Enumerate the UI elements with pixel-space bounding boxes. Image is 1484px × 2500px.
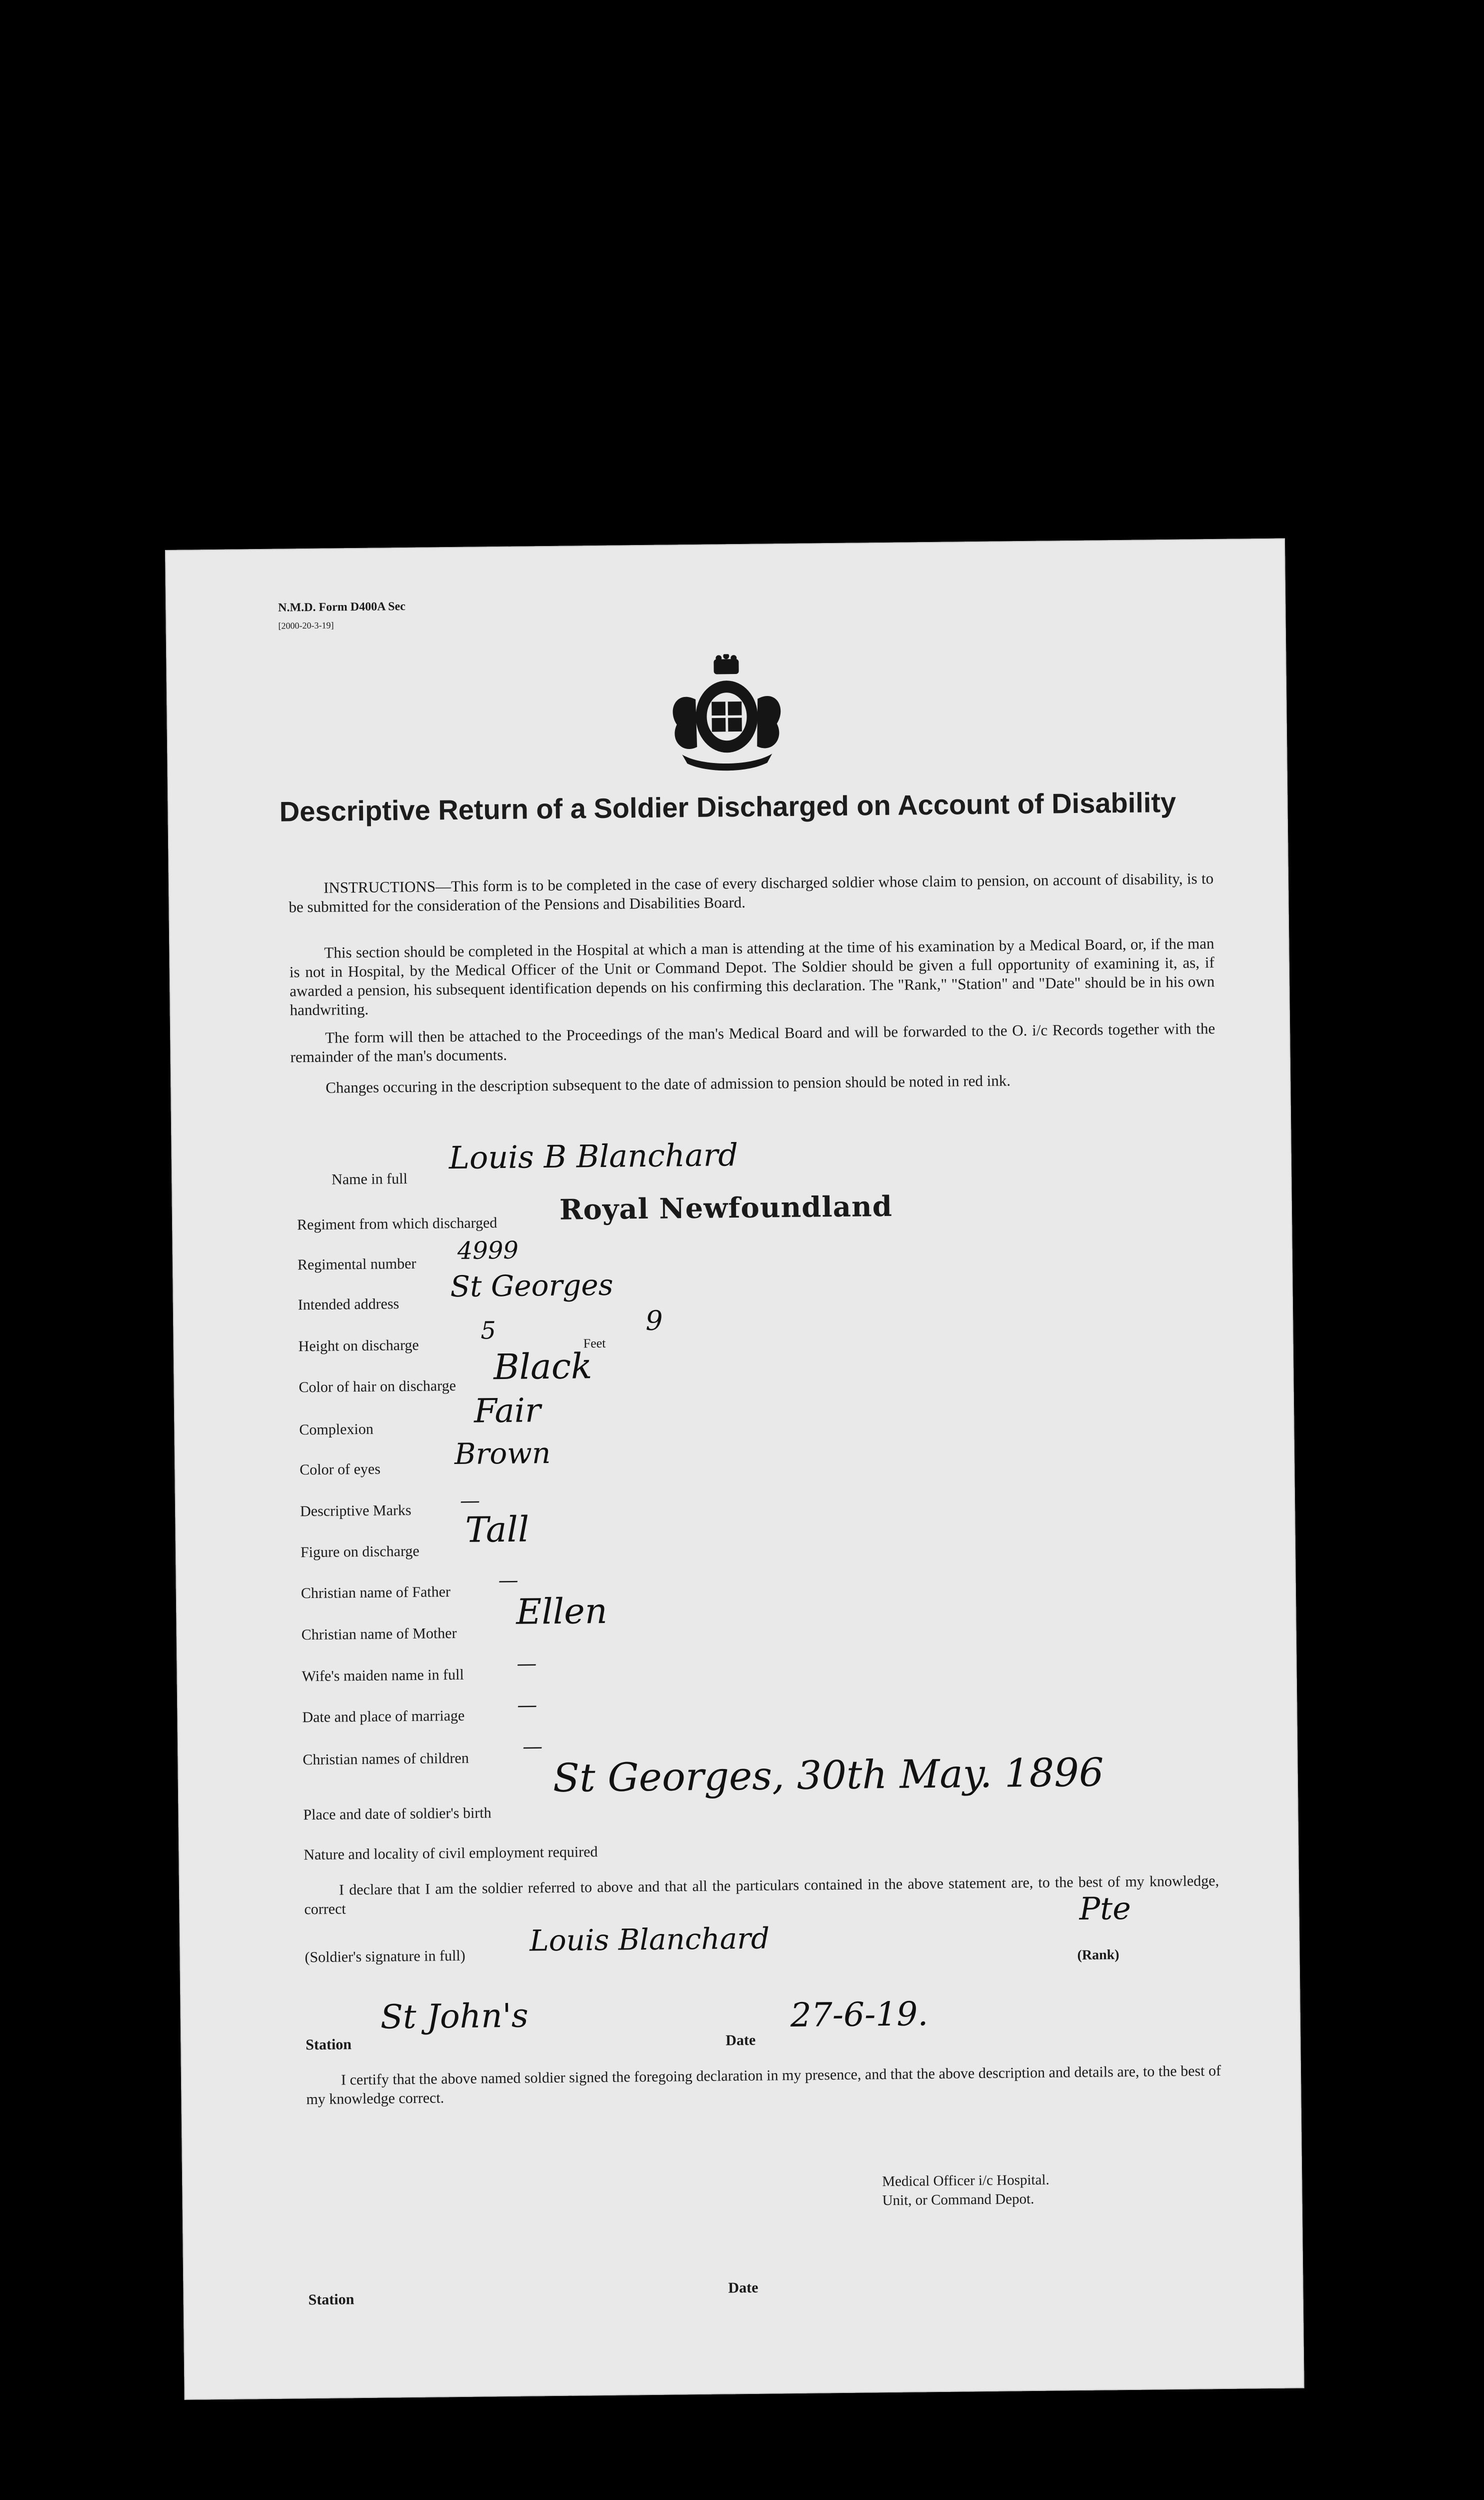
medical-officer-line1: Medical Officer i/c Hospital. [882, 2172, 1050, 2190]
regimental-number-value: 4999 [457, 1236, 519, 1265]
medical-officer-line2: Unit, or Command Depot. [882, 2190, 1034, 2209]
form-title: Descriptive Return of a Soldier Discharged on Account of Disability [279, 786, 1176, 828]
complexion-label: Complexion [299, 1420, 374, 1438]
height-inches-value: 9 [645, 1304, 663, 1337]
complexion-value: Fair [474, 1391, 541, 1430]
completion-text: This section should be completed in the Hospital at which a man is attending at the time of his examination by a Medical Board, or, if the man is not in Hospital, by the Medical Officer of the Unit or Command Depot. The Soldier should be given a full opportunity of examining it, as, if awarded a pension, his subsequent identification depends on his confirming this declaration. The "Rank," "Station" and "Date" should be in his own handwriting. [289, 934, 1215, 1019]
children-value: — [522, 1735, 543, 1758]
instructions-lead: INSTRUCTIONS— [323, 878, 452, 896]
eyes-label: Color of eyes [300, 1460, 381, 1478]
hair-value: Black [493, 1346, 592, 1388]
birth-label: Place and date of soldier's birth [303, 1804, 492, 1824]
station-value: St John's [380, 1996, 529, 2036]
certificate-station-label: Station [308, 2291, 354, 2308]
regiment-value: Royal Newfoundland [559, 1190, 893, 1226]
mother-value: Ellen [516, 1590, 608, 1632]
changes-paragraph [290, 1069, 1216, 1098]
form-number-block [278, 598, 406, 635]
rank-label: (Rank) [1077, 1947, 1120, 1964]
certificate-text: I certify that the above named soldier signed the foregoing declaration in my presence, and that the above description and details are, to the best of my knowledge correct. [306, 2062, 1222, 2108]
soldier-signature: Louis Blanchard [529, 1921, 770, 1958]
name-value: Louis B Blanchard [448, 1136, 738, 1176]
children-label: Christian names of children [302, 1750, 469, 1768]
address-value: St Georges [450, 1268, 614, 1304]
attachment-paragraph [290, 1019, 1216, 1066]
father-value: — [498, 1568, 518, 1592]
completion-paragraph [289, 934, 1214, 1020]
regiment-label: Regiment from which discharged [296, 1214, 498, 1234]
marriage-label: Date and place of marriage [302, 1707, 465, 1726]
signature-label: (Soldier's signature in full) [304, 1947, 466, 1966]
certificate-date-label: Date [728, 2279, 758, 2296]
descriptive-marks-value: — [460, 1489, 480, 1512]
height-feet-value: 5 [480, 1316, 496, 1345]
form-number: N.M.D. Form D400A Sec [278, 600, 406, 614]
instructions-paragraph [288, 869, 1214, 916]
figure-label: Figure on discharge [300, 1542, 420, 1561]
birth-value: St Georges, 30th May. 1896 [552, 1750, 1104, 1802]
name-label: Name in full [332, 1170, 408, 1188]
changes-text: Changes occuring in the description subsequent to the date of admission to pension should be noted in red ink. [326, 1072, 1011, 1096]
civil-employment-label: Nature and locality of civil employment required [304, 1844, 598, 1864]
descriptive-marks-label: Descriptive Marks [300, 1502, 412, 1520]
rank-value: Pte [1079, 1890, 1132, 1927]
mother-label: Christian name of Mother [301, 1625, 457, 1644]
eyes-value: Brown [454, 1436, 551, 1472]
royal-crest-icon [656, 654, 797, 775]
instructions-text: This form is to be completed in the case of every discharged soldier whose claim to pension, on account of disability, is to be submitted for the consideration of the Pensions and Disabilities Board. [288, 870, 1214, 916]
date-label: Date [726, 2032, 756, 2049]
wife-value: — [516, 1652, 537, 1676]
feet-label: Feet [583, 1336, 606, 1351]
certificate-paragraph [306, 2062, 1222, 2109]
marriage-value: — [516, 1694, 538, 1717]
discharge-form-sheet [165, 538, 1304, 2400]
height-label: Height on discharge [298, 1336, 419, 1355]
regimental-number-label: Regimental number [297, 1255, 416, 1274]
figure-value: Tall [465, 1508, 530, 1550]
address-label: Intended address [298, 1296, 400, 1314]
declaration-text: I declare that I am the soldier referred to above and that all the particulars contained in the above statement are, to the best of my knowledge, correct [304, 1872, 1220, 1918]
date-value: 27-6-19. [790, 1994, 928, 2035]
hair-label: Color of hair on discharge [298, 1377, 456, 1396]
station-label: Station [306, 2036, 352, 2054]
wife-label: Wife's maiden name in full [302, 1666, 464, 1685]
attachment-text: The form will then be attached to the Proceedings of the man's Medical Board and will be forwarded to the O. i/c Records together with the remainder of the man's documents. [290, 1020, 1216, 1066]
print-code: [2000-20-3-19] [278, 620, 334, 631]
father-label: Christian name of Father [300, 1584, 451, 1602]
